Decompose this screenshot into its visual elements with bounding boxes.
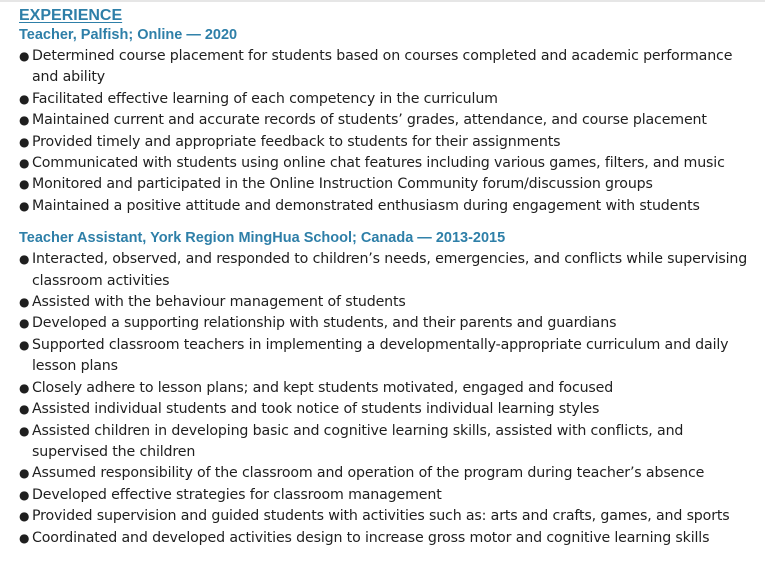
duty-text: Developed a supporting relationship with students, and their parents and guardians <box>32 315 617 332</box>
duty-item <box>19 174 759 195</box>
job-entry-minghua <box>19 228 759 549</box>
duty-text: Assisted children in developing basic and cognitive learning skills, assisted with conflicts, and supervised the children <box>32 422 684 460</box>
duty-item <box>19 378 759 399</box>
duty-text: Coordinated and developed activities design to increase gross motor and cognitive learning skills <box>32 529 710 546</box>
duty-item <box>19 313 759 334</box>
duty-item <box>19 292 759 313</box>
bullet-icon: ● <box>19 295 30 310</box>
duty-item <box>19 153 759 174</box>
resume-experience-section <box>19 6 759 549</box>
duty-text: Communicated with students using online chat features including various games, filters, and music <box>32 155 725 172</box>
duty-item <box>19 196 759 217</box>
duty-text: Provided supervision and guided students with activities such as: arts and crafts, games, and sports <box>32 508 730 525</box>
duty-text: Facilitated effective learning of each competency in the curriculum <box>32 90 498 107</box>
duty-text: Monitored and participated in the Online Instruction Community forum/discussion groups <box>32 176 653 193</box>
job-title: Teacher Assistant, York Region MingHua School; Canada — 2013-2015 <box>19 230 506 247</box>
job-title: Teacher, Palfish; Online — 2020 <box>19 27 238 43</box>
top-divider <box>0 0 765 2</box>
bullet-icon: ● <box>19 156 30 171</box>
bullet-icon: ● <box>19 423 30 438</box>
duty-text: Developed effective strategies for classroom management <box>32 486 442 503</box>
bullet-icon: ● <box>19 134 30 149</box>
duty-text: Assisted individual students and took notice of students individual learning styles <box>32 401 600 418</box>
duty-item <box>19 335 759 378</box>
duty-text: Assisted with the behaviour management of students <box>32 294 406 311</box>
duty-text: Determined course placement for students based on courses completed and academic performance and ability <box>32 48 733 86</box>
bullet-icon: ● <box>19 252 30 267</box>
duty-text: Closely adhere to lesson plans; and kept students motivated, engaged and focused <box>32 379 614 396</box>
duty-item <box>19 132 759 153</box>
bullet-icon: ● <box>19 402 30 417</box>
duty-text: Provided timely and appropriate feedback to students for their assignments <box>32 133 561 150</box>
job-entry-palfish <box>19 25 759 217</box>
bullet-icon: ● <box>19 466 30 481</box>
duty-text: Supported classroom teachers in implementing a developmentally-appropriate curriculum and daily lesson plans <box>32 336 729 375</box>
duty-item <box>19 528 759 549</box>
duty-item <box>19 506 759 527</box>
job-duties-list <box>19 249 759 549</box>
bullet-icon: ● <box>19 49 30 63</box>
job-duties-list <box>19 46 759 217</box>
duty-item <box>19 89 759 110</box>
bullet-icon: ● <box>19 487 30 502</box>
bullet-icon: ● <box>19 91 30 106</box>
bullet-icon: ● <box>19 337 30 352</box>
bullet-icon: ● <box>19 177 30 192</box>
duty-item <box>19 249 759 292</box>
duty-item <box>19 46 759 89</box>
bullet-icon: ● <box>19 198 30 213</box>
bullet-icon: ● <box>19 380 30 395</box>
bullet-icon: ● <box>19 316 30 331</box>
duty-item <box>19 110 759 131</box>
bullet-icon: ● <box>19 530 30 545</box>
bullet-icon: ● <box>19 509 30 524</box>
duty-text: Maintained a positive attitude and demonstrated enthusiasm during engagement with students <box>32 197 700 214</box>
duty-item <box>19 485 759 506</box>
duty-item <box>19 399 759 420</box>
section-heading: EXPERIENCE <box>19 7 123 24</box>
duty-text: Maintained current and accurate records of students’ grades, attendance, and course placement <box>32 112 707 129</box>
duty-text: Interacted, observed, and responded to children’s needs, emergencies, and conflicts while supervising classroom activities <box>32 251 748 289</box>
duty-item <box>19 463 759 484</box>
bullet-icon: ● <box>19 113 30 128</box>
duty-item <box>19 421 759 464</box>
duty-text: Assumed responsibility of the classroom and operation of the program during teacher’s absence <box>32 465 705 482</box>
